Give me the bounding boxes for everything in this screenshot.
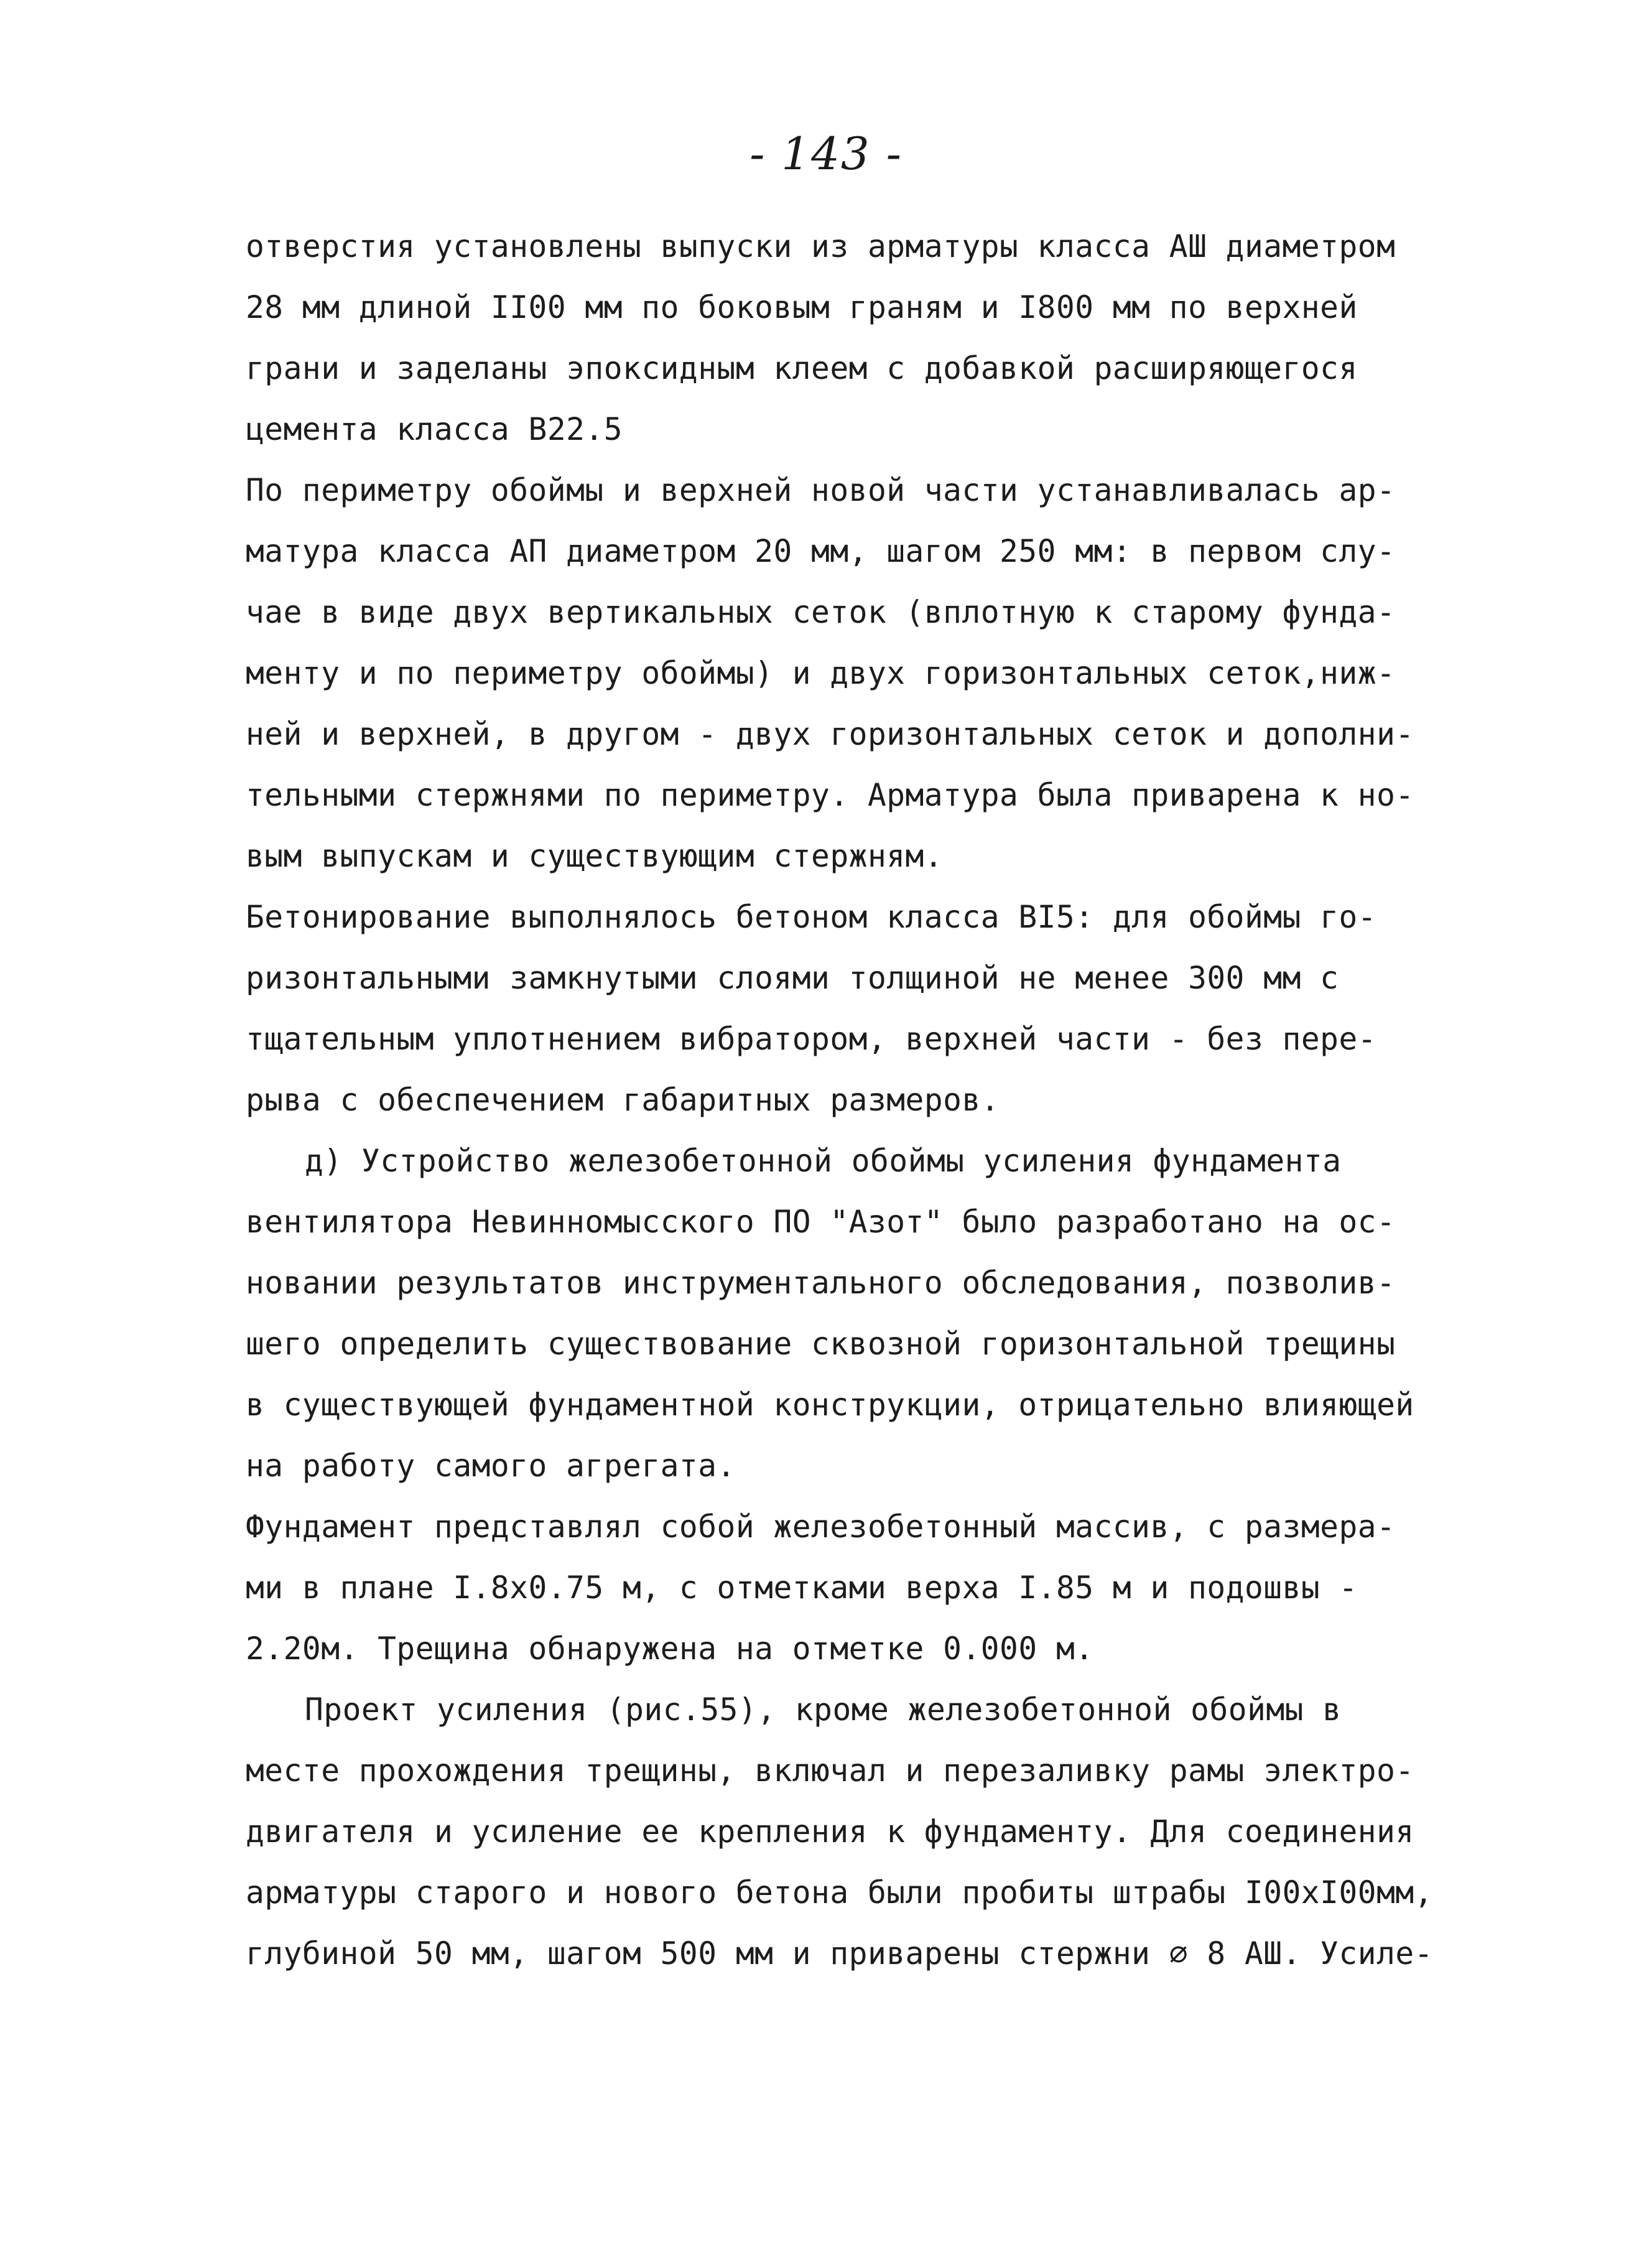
text-line: шего определить существование сквозной горизонтальной трещины bbox=[246, 1326, 1396, 1362]
text-line: Бетонирование выполнялось бетоном класса BI5: для обоймы го- bbox=[246, 899, 1377, 935]
text-line: ми в плане I.8х0.75 м, с отметками верха I.85 м и подошвы - bbox=[246, 1570, 1358, 1606]
text-line: глубиной 50 мм, шагом 500 мм и приварены стержни ∅ 8 АШ. Усиле- bbox=[246, 1935, 1433, 1972]
text-line: д) Устройство железобетонной обоймы усиления фундамента bbox=[305, 1143, 1342, 1179]
text-line: двигателя и усиление ее крепления к фундаменту. Для соединения bbox=[246, 1814, 1414, 1850]
page-number: - 143 - bbox=[749, 128, 903, 180]
text-line: 2.20м. Трещина обнаружена на отметке 0.000 м. bbox=[246, 1631, 1094, 1667]
text-line: вентилятора Невинномысского ПО "Азот" было разработано на ос- bbox=[246, 1204, 1396, 1240]
text-line: цемента класса В22.5 bbox=[246, 411, 623, 447]
text-line: тщательным уплотнением вибратором, верхней части - без пере- bbox=[246, 1021, 1377, 1057]
text-line: вым выпускам и существующим стержням. bbox=[246, 838, 944, 874]
text-line: новании результатов инструментального обследования, позволив- bbox=[246, 1265, 1396, 1301]
text-line: 28 мм длиной II00 мм по боковым граням и I800 мм по верхней bbox=[246, 289, 1358, 325]
text-line: арматуры старого и нового бетона были пробиты штрабы I00хI00мм, bbox=[246, 1874, 1433, 1911]
text-line: менту и по периметру обоймы) и двух горизонтальных сеток,ниж- bbox=[246, 655, 1396, 691]
text-line: чае в виде двух вертикальных сеток (вплотную к старому фунда- bbox=[246, 594, 1396, 630]
text-line: Фундамент представлял собой железобетонный массив, с размера- bbox=[246, 1509, 1396, 1545]
text-line: рыва с обеспечением габаритных размеров. bbox=[246, 1082, 1000, 1118]
text-line: ней и верхней, в другом - двух горизонтальных сеток и дополни- bbox=[246, 716, 1414, 752]
text-line: грани и заделаны эпоксидным клеем с добавкой расширяющегося bbox=[246, 350, 1358, 386]
text-line: отверстия установлены выпуски из арматуры класса АШ диаметром bbox=[246, 228, 1396, 264]
text-line: в существующей фундаментной конструкции, отрицательно влияющей bbox=[246, 1387, 1414, 1423]
text-line: тельными стержнями по периметру. Арматура была приварена к но- bbox=[246, 777, 1414, 813]
text-line: Проект усиления (рис.55), кроме железобетонной обоймы в bbox=[305, 1692, 1342, 1728]
text-line: матура класса АП диаметром 20 мм, шагом 250 мм: в первом слу- bbox=[246, 533, 1396, 569]
text-line: на работу самого агрегата. bbox=[246, 1448, 736, 1484]
text-line: месте прохождения трещины, включал и перезаливку рамы электро- bbox=[246, 1753, 1414, 1789]
text-line: По периметру обоймы и верхней новой части устанавливалась ар- bbox=[246, 472, 1396, 508]
text-line: ризонтальными замкнутыми слоями толщиной не менее 300 мм с bbox=[246, 960, 1339, 996]
